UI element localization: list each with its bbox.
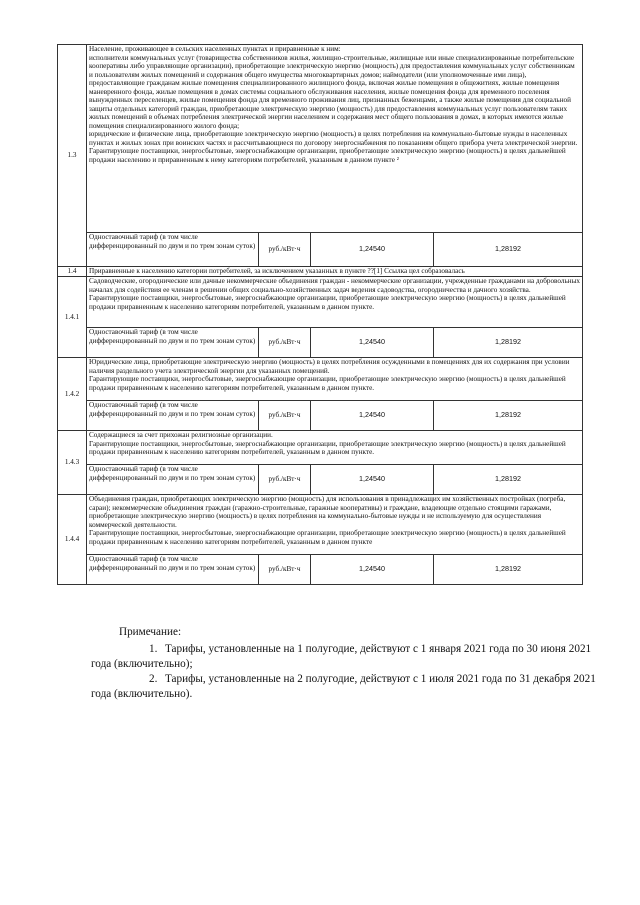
- tariff-value-h2: 1,28192: [434, 328, 583, 358]
- tariff-type: Одноставочный тариф (в том числе дифференцированный по двум и по трем зонам суток): [87, 328, 259, 358]
- row-number: 1.4.2: [58, 358, 87, 431]
- tariff-type: Одноставочный тариф (в том числе дифференцированный по двум и по трем зонам суток): [87, 555, 259, 585]
- note-item: [91, 642, 609, 672]
- row-description: [87, 45, 583, 233]
- unit: руб./кВт·ч: [259, 328, 311, 358]
- table-row: [58, 277, 583, 328]
- description-line: Гарантирующие поставщики, энергосбытовые, энергоснабжающие организации, приобретающие электрическую энергию (мощность) в целях дальнейшей продажи приравненным к населению категориям потребителей, указанным в данном пункте.: [89, 294, 566, 311]
- tariff-value-h2: 1,28192: [434, 465, 583, 495]
- table-row: [58, 267, 583, 277]
- tariff-type: Одноставочный тариф (в том числе дифференцированный по двум и по трем зонам суток): [87, 401, 259, 431]
- unit: руб./кВт·ч: [259, 555, 311, 585]
- tariff-type: Одноставочный тариф (в том числе дифференцированный по двум и по трем зонам суток): [87, 233, 259, 267]
- unit: руб./кВт·ч: [259, 401, 311, 431]
- table-row: [58, 555, 583, 585]
- description-line: Население, проживающее в сельских населенных пунктах и приравненные к ним:: [89, 45, 341, 53]
- description-line: Гарантирующие поставщики, энергосбытовые, энергоснабжающие организации, приобретающие электрическую энергию (мощность) в целях дальнейшей продажи приравненным к населению категориям потребителей, указанным в данном пункте: [89, 529, 566, 546]
- table-row: [58, 358, 583, 401]
- tariff-value-h1: 1,24540: [311, 555, 434, 585]
- description-line: Гарантирующие поставщики, энергосбытовые, энергоснабжающие организации, приобретающие электрическую энергию (мощность) в целях дальнейшей продажи приравненным к населению категориям потребителей, указанным в данном пункте.: [89, 439, 566, 456]
- tariff-table: [57, 44, 583, 585]
- description-line: Содержащиеся за счет прихожан религиозные организации.: [89, 431, 273, 439]
- table-row: [58, 401, 583, 431]
- description-line: исполнители коммунальных услуг (товарищества собственников жилья, жилищно-строительные, жилищные или иные специализированные потребительские кооперативы либо управляющие организации), приобретающие электрическую энергию (мощность) для предоставления коммунальных услуг собственникам и пользователям жилых помещений и содержания общего имущества многоквартирных домов; наймодатели (или уполномоченные ими лица), предоставляющие гражданам жилые помещения специализированного жилищного фонда, включая жилые помещения в общежитиях, жилые помещения маневренного фонда, жилые помещения в домах системы социального обслуживания населения, жилые помещения фонда для временного поселения вынужденных переселенцев, жилые помещения фонда для временного проживания лиц, признанных беженцами, а также жилые помещения для социальной защиты отдельных категорий граждан, приобретающие электрическую энергию (мощность) для предоставления коммунальных услуг пользователям таких жилых помещений в объемах потребления электрической энергии населением и содержания мест общего пользования в домах, в которых имеются жилые помещения специализированного жилого фонда;: [89, 53, 575, 130]
- notes-title: Примечание:: [119, 626, 182, 638]
- row-number: 1.3: [58, 45, 87, 267]
- note-number: 1.: [149, 643, 158, 655]
- note-item: [91, 672, 609, 702]
- description-line: Садоводческие, огороднические или дачные некоммерческие объединения граждан - некоммерческие организации, учрежденные гражданами на добровольных началах для содействия ее членам в решении общих социально-хозяйственных задач ведения садоводства, огородничества и дачного хозяйства.: [89, 277, 581, 294]
- row-description: [87, 431, 583, 465]
- table-row: [58, 431, 583, 465]
- description-line: Гарантирующие поставщики, энергосбытовые, энергоснабжающие организации, приобретающие электрическую энергию (мощность) в целях дальнейшей продажи приравненным к населению категориям потребителей, указанным в данном пункте.: [89, 375, 566, 392]
- description-line: Объединения граждан, приобретающих электрическую энергию (мощность) для использования в принадлежащих им хозяйственных постройках (погреба, сараи); некоммерческие объединения граждан (гаражно-строительные, гаражные кооперативы) и граждане, владеющие отдельно стоящими гаражами, приобретающие электрическую энергию (мощность) в целях потребления на коммунально-бытовые нужды и не используемую для осуществления коммерческой деятельности.: [89, 495, 566, 529]
- row-description: [87, 277, 583, 328]
- tariff-value-h2: 1,28192: [434, 233, 583, 267]
- row-description: [87, 495, 583, 555]
- tariff-value-h2: 1,28192: [434, 401, 583, 431]
- row-description: [87, 267, 583, 277]
- unit: руб./кВт·ч: [259, 233, 311, 267]
- note-text: Тарифы, установленные на 2 полугодие, действуют с 1 июля 2021 года по 31 декабря 2021 года (включительно).: [91, 673, 596, 700]
- note-number: 2.: [149, 673, 158, 685]
- tariff-value-h1: 1,24540: [311, 328, 434, 358]
- notes-section: [91, 625, 609, 700]
- note-text: Тарифы, установленные на 1 полугодие, действуют с 1 января 2021 года по 30 июня 2021 года (включительно);: [91, 643, 592, 670]
- unit: руб./кВт·ч: [259, 465, 311, 495]
- row-number: 1.4.1: [58, 277, 87, 358]
- description-line: Юридические лица, приобретающие электрическую энергию (мощность) в целях потребления осужденными в помещениях для их содержания при условии наличия раздельного учета электрической энергии для указанных помещений.: [89, 358, 570, 375]
- table-row: [58, 45, 583, 233]
- tariff-value-h2: 1,28192: [434, 555, 583, 585]
- tariff-type: Одноставочный тариф (в том числе дифференцированный по двум и по трем зонам суток): [87, 465, 259, 495]
- table-row: [58, 233, 583, 267]
- row-number: 1.4.4: [58, 495, 87, 585]
- table-row: [58, 495, 583, 555]
- tariff-value-h1: 1,24540: [311, 401, 434, 431]
- description-line: юридические и физические лица, приобретающие электрическую энергию (мощность) в целях потребления на коммунально-бытовые нужды в населенных пунктах и жилых зонах при воинских частях и рассчитывающиеся по договору энергоснабжения по показаниям общего прибора учета электрической энергии.: [89, 130, 578, 147]
- row-number: 1.4.3: [58, 431, 87, 495]
- tariff-value-h1: 1,24540: [311, 233, 434, 267]
- row-number: 1.4: [58, 267, 87, 277]
- tariff-value-h1: 1,24540: [311, 465, 434, 495]
- table-row: [58, 328, 583, 358]
- description-line: Приравненные к населению категории потребителей, за исключением указанных в пункте ??[1] Ссылка цел собразовалась: [89, 267, 465, 275]
- table-row: [58, 465, 583, 495]
- row-description: [87, 358, 583, 401]
- description-line: Гарантирующие поставщики, энергосбытовые, энергоснабжающие организации, приобретающие электрическую энергию (мощность) в целях дальнейшей продажи населению и приравненным к нему категориям потребителей, указанным в данном пункте ²: [89, 147, 566, 164]
